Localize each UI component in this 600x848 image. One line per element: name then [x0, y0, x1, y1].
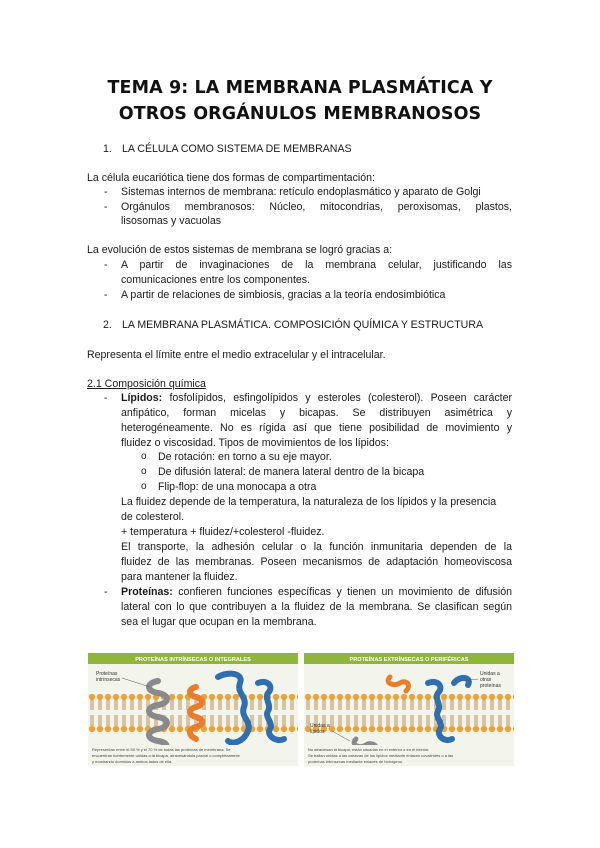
left-caption-line2: encuentran fuertemente unidas a la bicapa, atravesándola parcial o completamente: [92, 753, 240, 758]
label-other-line2: otras: [480, 677, 492, 683]
proteins-paragraph-line: lateral con lo que contribuyen a la fluidez de la membrana. Se clasifican según: [121, 601, 512, 613]
list-item: Sistemas internos de membrana: retículo endoplasmático y aparato de Golgi: [121, 186, 481, 198]
membrane-proteins-figure: [88, 653, 514, 766]
subsection-heading: 2.1 Composición química: [87, 378, 206, 390]
dash-marker: -: [104, 259, 108, 271]
left-caption-line1: Representan entre el 50 % y el 70 % de todas las proteínas de membrana. Se: [92, 747, 231, 752]
document-title-line1: TEMA 9: LA MEMBRANA PLASMÁTICA Y: [107, 78, 493, 98]
section2-heading: LA MEMBRANA PLASMÁTICA. COMPOSICIÓN QUÍMICA Y ESTRUCTURA: [122, 319, 484, 331]
proteins-paragraph-line: sea el lugar que ocupan en la membrana.: [121, 616, 317, 628]
fluidity-line: para mantener la fluidez.: [121, 571, 238, 583]
circle-bullet: o: [141, 451, 147, 462]
section1-intro: La célula eucariótica tiene dos formas de compartimentación:: [87, 172, 375, 184]
left-caption-line3: y mostrando dominios a ambos lados de ella.: [92, 759, 173, 764]
document-title-line2: OTROS ORGÁNULOS MEMBRANOSOS: [118, 104, 482, 124]
lipids-paragraph-line: fluidez o viscosidad. Tipos de movimientos de los lípidos:: [121, 437, 389, 449]
right-caption-line3: proteínas intrínsecas mediante enlaces de hidrógeno.: [308, 759, 404, 764]
proteins-label: Proteínas:: [121, 586, 173, 598]
fluidity-line: de colesterol.: [121, 511, 185, 523]
list-item-continuation: comunicaciones entre los componentes.: [121, 274, 311, 286]
fluidity-line: El transporte, la adhesión celular o la función inmunitaria dependen de la: [121, 541, 512, 553]
lipids-text: fosfolípidos, esfingolípidos y esteroles (colesterol). Poseen carácter: [169, 392, 513, 404]
lipids-label: Lípidos:: [121, 392, 163, 404]
dash-marker: -: [104, 586, 108, 598]
left-panel-header: PROTEÍNAS INTRÍNSECAS O INTEGRALES: [135, 657, 251, 663]
fluidity-line: fluidez de las membranas. Poseen mecanismos de adaptación homeoviscosa: [121, 556, 512, 568]
list-item: Orgánulos membranosos: Núcleo, mitocondrias, peroxisomas, plastos,: [121, 201, 512, 213]
label-other-line1: Unidas a: [480, 671, 500, 677]
proteins-text: confieren funciones específicas y tienen un movimiento de difusión: [178, 586, 512, 598]
list-item: A partir de invaginaciones de la membrana celular, justificando las: [121, 259, 512, 271]
circle-bullet: o: [141, 481, 147, 492]
section2-intro: Representa el límite entre el medio extracelular y el intracelular.: [87, 349, 386, 361]
lipid-movement-item: De difusión lateral: de manera lateral dentro de la bicapa: [158, 466, 425, 478]
right-caption-line2: Se hallan unidas a las cabezas de los lípidos mediante enlaces covalentes o a las: [308, 753, 454, 758]
dash-marker: -: [104, 186, 108, 198]
lipids-paragraph-line1: [121, 391, 512, 405]
right-panel-header: PROTEÍNAS EXTRÍNSECAS O PERIFÉRICAS: [349, 657, 469, 663]
lipids-paragraph-line: anfipático, forman micelas y bicapas. Se distribuyen asimétrica y: [121, 407, 512, 419]
lipids-paragraph-line: heterogéneamente. No es rígida así que tiene posibilidad de movimiento y: [121, 422, 512, 434]
lipid-movement-item: Flip-flop: de una monocapa a otra: [158, 481, 317, 493]
lipid-bilayer-right: [304, 694, 514, 734]
list-item: A partir de relaciones de simbiosis, gracias a la teoría endosimbiótica: [121, 289, 446, 301]
section1-number: 1.: [103, 143, 112, 155]
label-other-line3: proteínas: [480, 683, 501, 689]
fluidity-line: La fluidez depende de la temperatura, la naturaleza de los lípidos y la presencia: [121, 496, 497, 508]
lipid-movement-item: De rotación: en torno a su eje mayor.: [158, 451, 332, 463]
dash-marker: -: [104, 201, 108, 213]
label-lipid-line1: Unidas a: [310, 723, 330, 729]
list-item-continuation: lisosomas y vacuolas: [121, 215, 222, 227]
proteins-paragraph-line1: [121, 585, 512, 599]
label-intrinsic-line1: Proteínas: [96, 671, 118, 677]
fluidity-line: + temperatura + fluidez/+colesterol -fluidez.: [121, 526, 325, 538]
section1-heading: LA CÉLULA COMO SISTEMA DE MEMBRANAS: [122, 143, 352, 155]
right-caption-line1: No atraviesan la bicapa, están situadas en el exterior o en el interior.: [308, 747, 430, 752]
label-lipid-line2: lípidos: [310, 729, 325, 735]
section2-number: 2.: [103, 319, 112, 331]
circle-bullet: o: [141, 466, 147, 477]
dash-marker: -: [104, 289, 108, 301]
label-intrinsic-line2: intrínsecas: [96, 677, 121, 683]
dash-marker: -: [104, 392, 108, 404]
evolution-intro: La evolución de estos sistemas de membrana se logró gracias a:: [87, 244, 393, 256]
